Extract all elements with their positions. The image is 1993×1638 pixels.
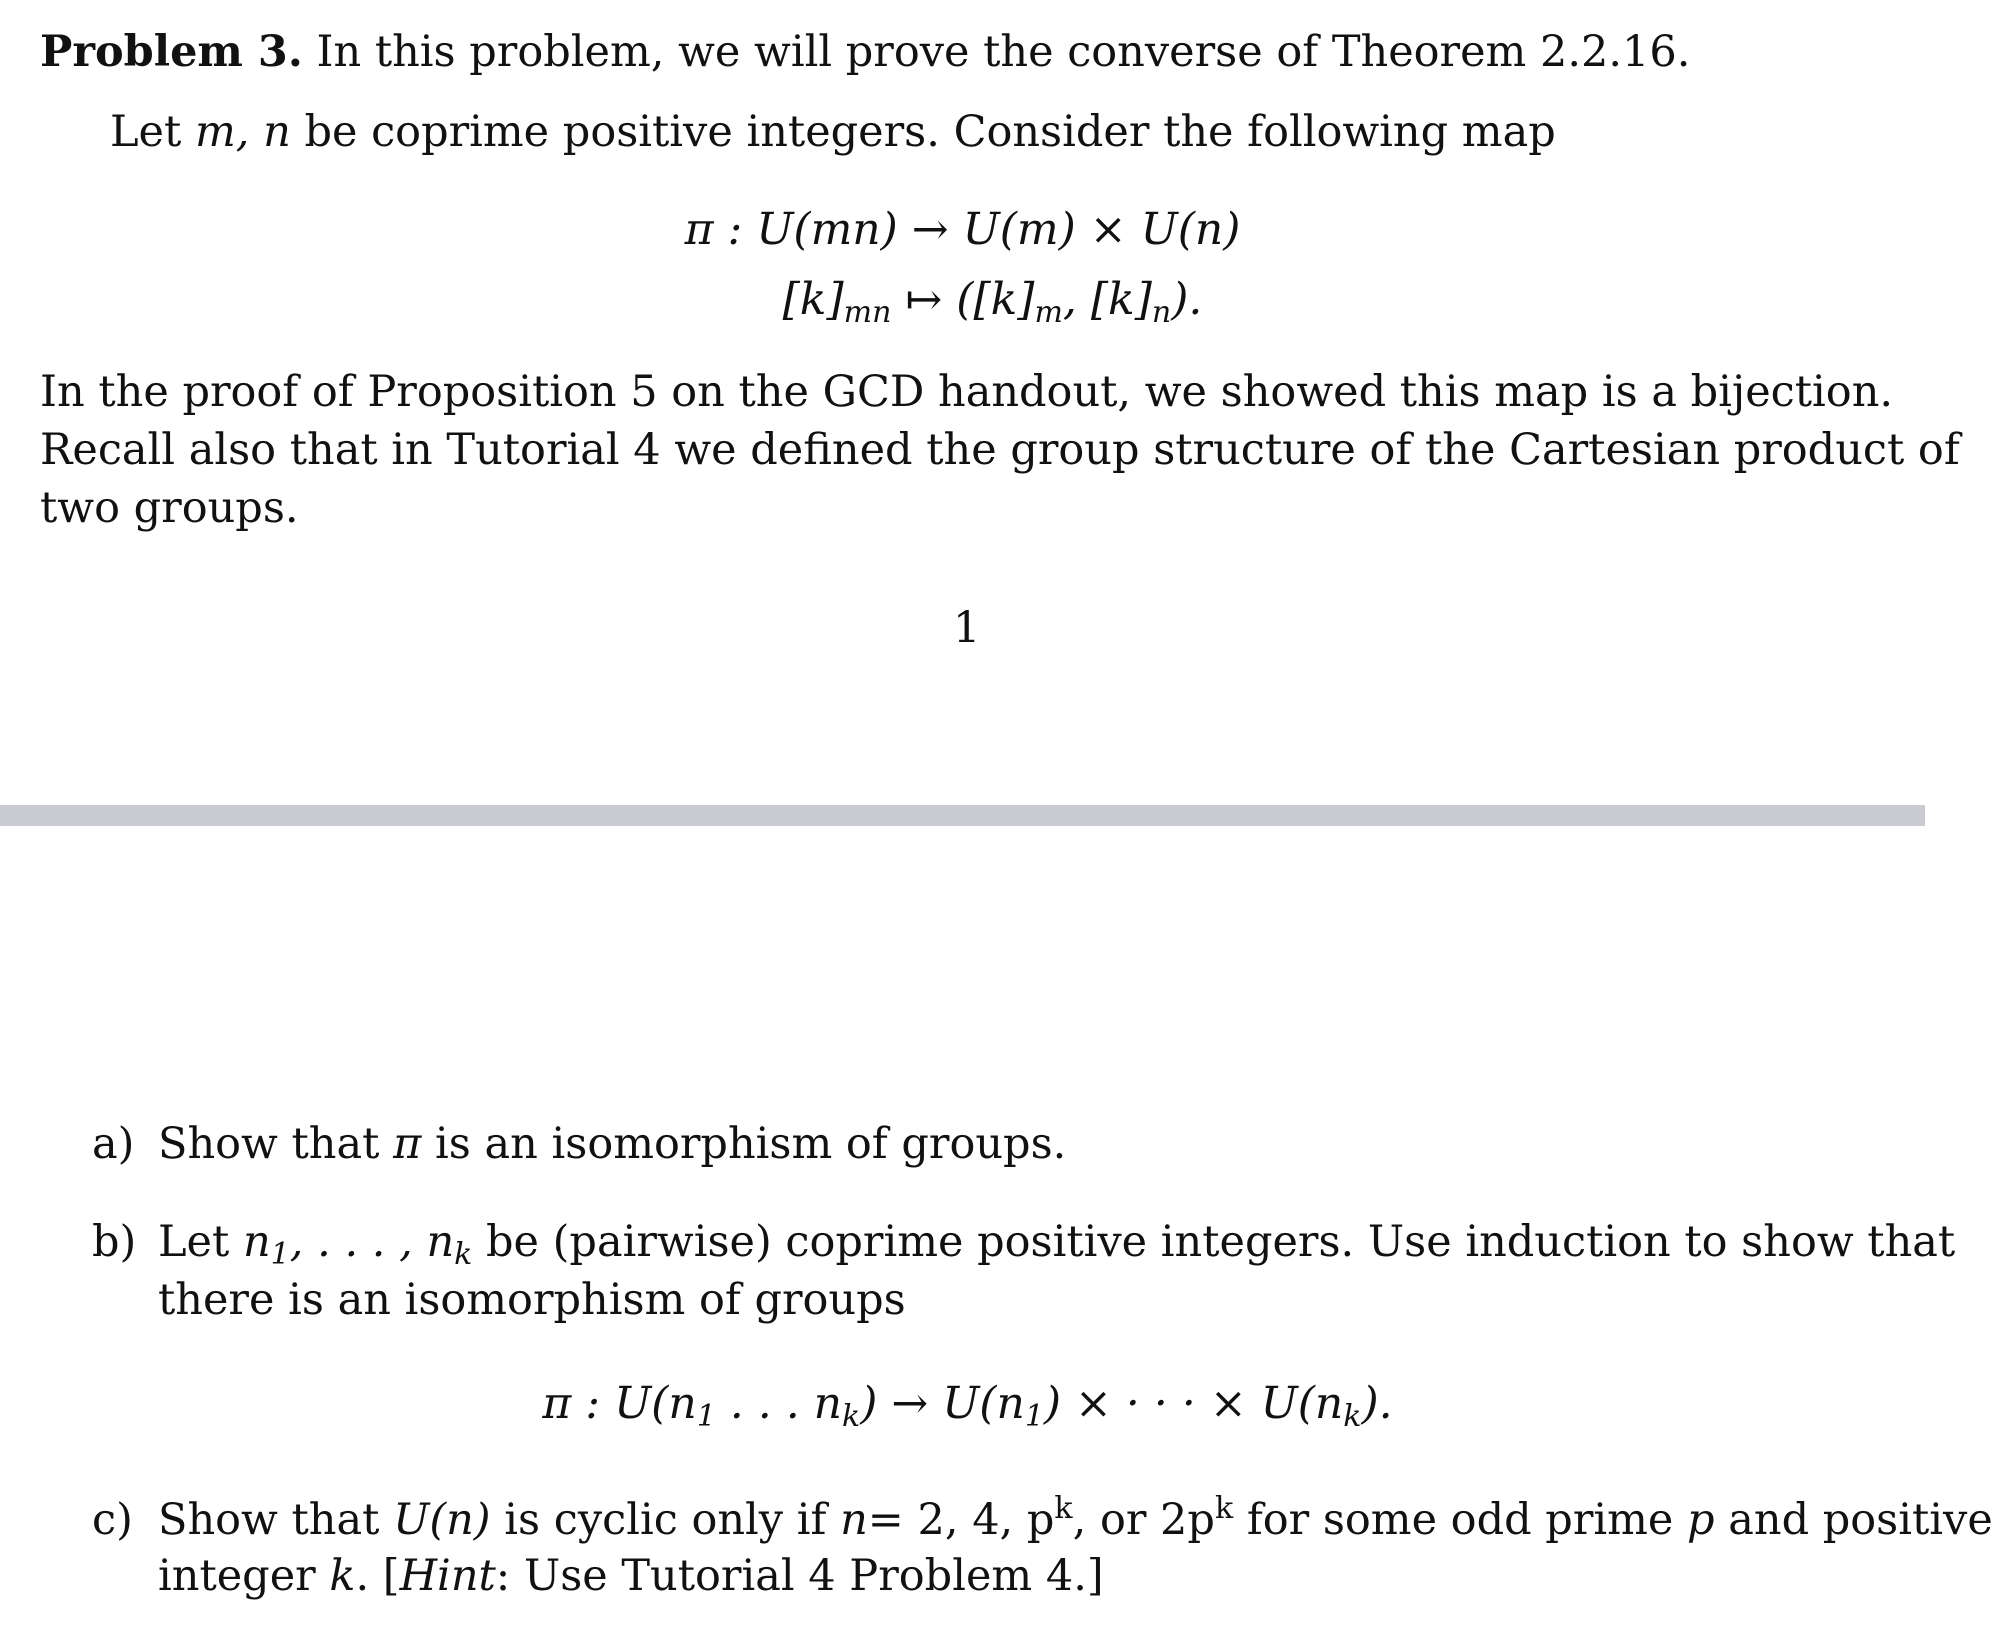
problem-intro: In this problem, we will prove the converse of Theorem 2.2.16. [316, 27, 1691, 77]
item-b-line-1: b) Let $n_1$, . . . , $n_k$ be (pairwise) coprime positive integers. Use induction to show that [92, 1217, 1956, 1272]
map-rule: $[k]_{mn}$ ↦ ($[k]_m$, $[k]_n$). [782, 274, 1203, 330]
item-b-map: π : $U(n_1$ . . . $n_k) \to U(n_1)$ × · · · × $U(n_k)$. [542, 1378, 1393, 1434]
map-definition: π : U(mn) → U(m) × U(n) [684, 204, 1241, 255]
item-b-line-2: there is an isomorphism of groups [158, 1275, 906, 1325]
item-c-line-2: integer k. [Hint: Use Tutorial 4 Problem 4.] [158, 1551, 1104, 1601]
let-line: Let m, n be coprime positive integers. Consider the following map [110, 107, 1556, 157]
page-number: 1 [953, 603, 981, 653]
page-1 [0, 0, 1960, 805]
page-separator [0, 805, 1925, 826]
problem-heading [40, 24, 1690, 80]
problem-label: Problem 3. [40, 27, 303, 77]
paragraph-line-3: two groups. [40, 483, 299, 533]
item-c-line-1: c) Show that U(n) is cyclic only if n= 2, 4, $p^k$, or $2p^k$ for some odd prime p and positive [92, 1491, 1993, 1545]
paragraph-line-1: In the proof of Proposition 5 on the GCD handout, we showed this map is a bijection. [40, 367, 1894, 417]
item-a: a) Show that π is an isomorphism of groups. [92, 1119, 1067, 1169]
paragraph-line-2: Recall also that in Tutorial 4 we defined the group structure of the Cartesian product of [40, 425, 1960, 475]
page-2 [0, 826, 1993, 1638]
